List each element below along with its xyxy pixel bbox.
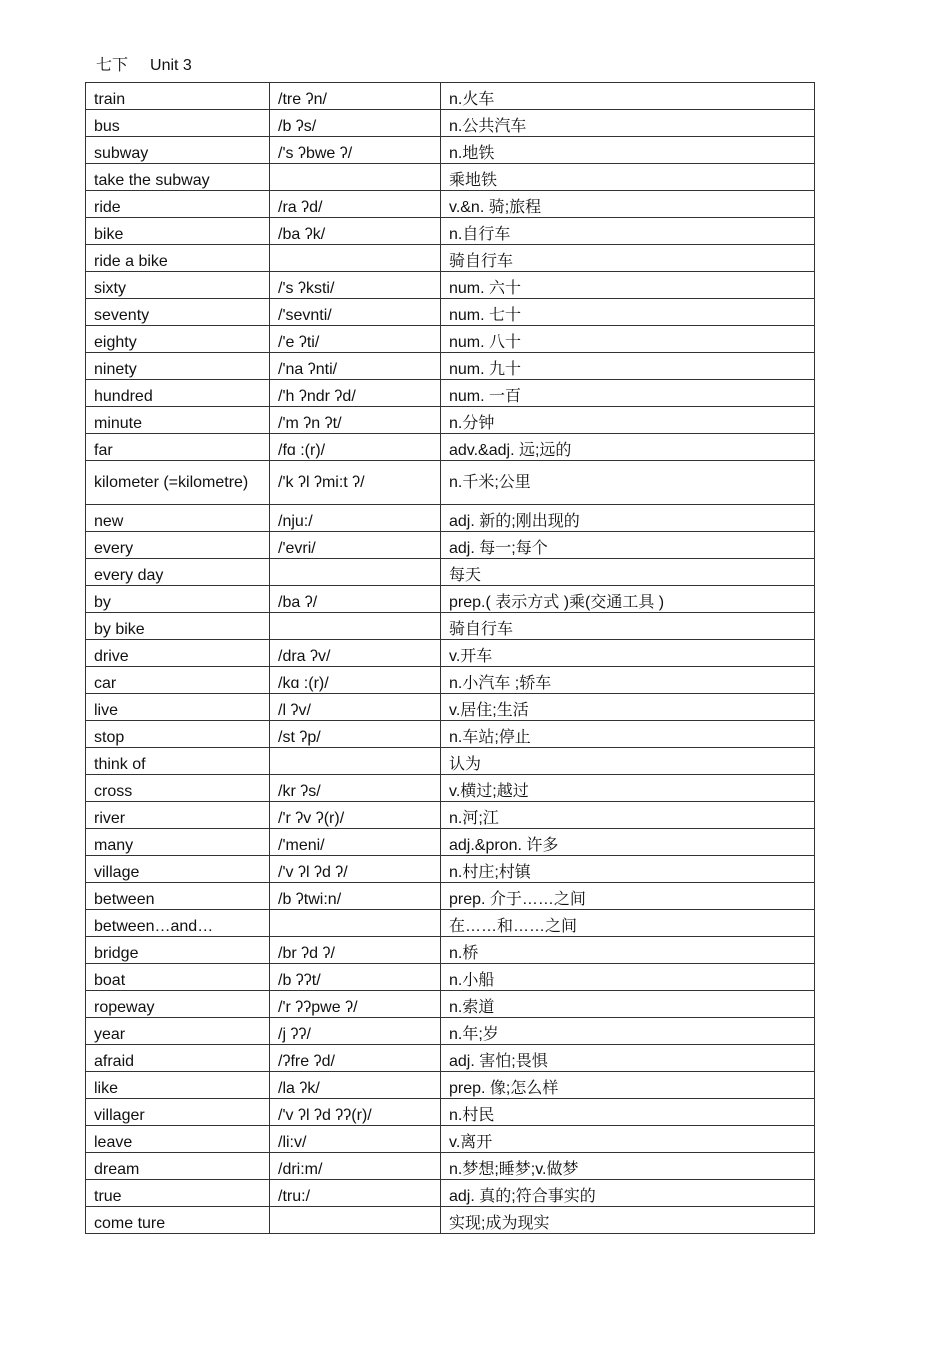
phonetic-cell: /'v ʔl ʔd ʔʔ(r)/: [270, 1099, 441, 1126]
vocab-row: [86, 218, 815, 245]
vocab-row: [86, 883, 815, 910]
word-cell: new: [86, 505, 270, 532]
word-cell: river: [86, 802, 270, 829]
word-cell: stop: [86, 721, 270, 748]
word-cell: come ture: [86, 1207, 270, 1234]
word-cell: every day: [86, 559, 270, 586]
phonetic-cell: /kɑ :(r)/: [270, 667, 441, 694]
vocab-row: [86, 1099, 815, 1126]
vocab-row: [86, 1153, 815, 1180]
meaning-cell: v.居住;生活: [441, 694, 815, 721]
phonetic-cell: /ba ʔ/: [270, 586, 441, 613]
vocab-row: [86, 829, 815, 856]
vocab-row: [86, 137, 815, 164]
word-cell: by bike: [86, 613, 270, 640]
phonetic-cell: /'v ʔl ʔd ʔ/: [270, 856, 441, 883]
phonetic-cell: /'s ʔbwe ʔ/: [270, 137, 441, 164]
word-cell: between…and…: [86, 910, 270, 937]
phonetic-cell: [270, 559, 441, 586]
phonetic-cell: /'na ʔnti/: [270, 353, 441, 380]
meaning-cell: n.火车: [441, 83, 815, 110]
meaning-cell: n.分钟: [441, 407, 815, 434]
phonetic-cell: /b ʔs/: [270, 110, 441, 137]
meaning-cell: 认为: [441, 748, 815, 775]
unit-label: Unit 3: [150, 57, 192, 74]
vocab-row: [86, 272, 815, 299]
meaning-cell: n.河;江: [441, 802, 815, 829]
vocab-row: [86, 559, 815, 586]
word-cell: car: [86, 667, 270, 694]
word-cell: by: [86, 586, 270, 613]
meaning-cell: 实现;成为现实: [441, 1207, 815, 1234]
vocabulary-table: [85, 82, 815, 1234]
word-cell: leave: [86, 1126, 270, 1153]
vocab-row: [86, 505, 815, 532]
word-cell: villager: [86, 1099, 270, 1126]
word-cell: train: [86, 83, 270, 110]
word-cell: drive: [86, 640, 270, 667]
phonetic-cell: [270, 613, 441, 640]
vocab-row: [86, 910, 815, 937]
meaning-cell: num. 九十: [441, 353, 815, 380]
grade-label: 七下: [96, 57, 129, 74]
vocab-row: [86, 1207, 815, 1234]
meaning-cell: n.梦想;睡梦;v.做梦: [441, 1153, 815, 1180]
vocab-row: [86, 83, 815, 110]
vocab-row: [86, 326, 815, 353]
meaning-cell: v.开车: [441, 640, 815, 667]
vocab-row: [86, 461, 815, 505]
word-cell: hundred: [86, 380, 270, 407]
word-cell: bike: [86, 218, 270, 245]
word-cell: year: [86, 1018, 270, 1045]
meaning-cell: n.年;岁: [441, 1018, 815, 1045]
vocab-row: [86, 353, 815, 380]
vocab-row: [86, 613, 815, 640]
word-cell: minute: [86, 407, 270, 434]
phonetic-cell: [270, 910, 441, 937]
word-cell: many: [86, 829, 270, 856]
vocab-row: [86, 407, 815, 434]
vocab-row: [86, 110, 815, 137]
meaning-cell: 每天: [441, 559, 815, 586]
meaning-cell: v.横过;越过: [441, 775, 815, 802]
vocab-row: [86, 937, 815, 964]
vocab-row: [86, 380, 815, 407]
word-cell: ropeway: [86, 991, 270, 1018]
meaning-cell: n.村民: [441, 1099, 815, 1126]
meaning-cell: n.村庄;村镇: [441, 856, 815, 883]
phonetic-cell: /'sevnti/: [270, 299, 441, 326]
word-cell: eighty: [86, 326, 270, 353]
meaning-cell: adj. 新的;刚出现的: [441, 505, 815, 532]
vocab-row: [86, 164, 815, 191]
word-cell: between: [86, 883, 270, 910]
meaning-cell: adv.&adj. 远;远的: [441, 434, 815, 461]
vocab-row: [86, 586, 815, 613]
phonetic-cell: /'k ʔl ʔmi:t ʔ/: [270, 461, 441, 505]
word-cell: cross: [86, 775, 270, 802]
meaning-cell: 乘地铁: [441, 164, 815, 191]
phonetic-cell: /st ʔp/: [270, 721, 441, 748]
vocab-row: [86, 721, 815, 748]
phonetic-cell: /ra ʔd/: [270, 191, 441, 218]
vocab-row: [86, 1180, 815, 1207]
meaning-cell: adj.&pron. 许多: [441, 829, 815, 856]
meaning-cell: v.离开: [441, 1126, 815, 1153]
word-cell: boat: [86, 964, 270, 991]
phonetic-cell: /b ʔʔt/: [270, 964, 441, 991]
phonetic-cell: /br ʔd ʔ/: [270, 937, 441, 964]
phonetic-cell: /dra ʔv/: [270, 640, 441, 667]
phonetic-cell: /'r ʔʔpwe ʔ/: [270, 991, 441, 1018]
vocab-row: [86, 694, 815, 721]
meaning-cell: n.索道: [441, 991, 815, 1018]
word-cell: afraid: [86, 1045, 270, 1072]
meaning-cell: n.地铁: [441, 137, 815, 164]
word-cell: ninety: [86, 353, 270, 380]
vocab-row: [86, 1018, 815, 1045]
meaning-cell: adj. 害怕;畏惧: [441, 1045, 815, 1072]
meaning-cell: num. 一百: [441, 380, 815, 407]
vocab-row: [86, 1072, 815, 1099]
meaning-cell: n.桥: [441, 937, 815, 964]
phonetic-cell: /ʔfre ʔd/: [270, 1045, 441, 1072]
phonetic-cell: /ba ʔk/: [270, 218, 441, 245]
phonetic-cell: /tru:/: [270, 1180, 441, 1207]
vocabulary-table-body: [86, 83, 815, 1234]
word-cell: like: [86, 1072, 270, 1099]
word-cell: dream: [86, 1153, 270, 1180]
phonetic-cell: /'evri/: [270, 532, 441, 559]
meaning-cell: n.小船: [441, 964, 815, 991]
vocab-row: [86, 245, 815, 272]
meaning-cell: adj. 真的;符合事实的: [441, 1180, 815, 1207]
meaning-cell: n.小汽车 ;轿车: [441, 667, 815, 694]
meaning-cell: n.公共汽车: [441, 110, 815, 137]
phonetic-cell: /j ʔʔ/: [270, 1018, 441, 1045]
vocab-row: [86, 434, 815, 461]
meaning-cell: 骑自行车: [441, 613, 815, 640]
vocab-row: [86, 1126, 815, 1153]
phonetic-cell: /'h ʔndr ʔd/: [270, 380, 441, 407]
word-cell: live: [86, 694, 270, 721]
word-cell: think of: [86, 748, 270, 775]
meaning-cell: num. 八十: [441, 326, 815, 353]
phonetic-cell: [270, 1207, 441, 1234]
phonetic-cell: [270, 164, 441, 191]
page-heading: [96, 56, 192, 76]
meaning-cell: n.车站;停止: [441, 721, 815, 748]
vocab-row: [86, 748, 815, 775]
word-cell: bridge: [86, 937, 270, 964]
phonetic-cell: /li:v/: [270, 1126, 441, 1153]
vocab-row: [86, 802, 815, 829]
meaning-cell: n.千米;公里: [441, 461, 815, 505]
phonetic-cell: /b ʔtwi:n/: [270, 883, 441, 910]
phonetic-cell: [270, 748, 441, 775]
word-cell: true: [86, 1180, 270, 1207]
phonetic-cell: /kr ʔs/: [270, 775, 441, 802]
phonetic-cell: /'r ʔv ʔ(r)/: [270, 802, 441, 829]
vocab-row: [86, 667, 815, 694]
phonetic-cell: /la ʔk/: [270, 1072, 441, 1099]
word-cell: kilometer (=kilometre): [86, 461, 270, 505]
phonetic-cell: /nju:/: [270, 505, 441, 532]
meaning-cell: num. 六十: [441, 272, 815, 299]
phonetic-cell: /'m ʔn ʔt/: [270, 407, 441, 434]
phonetic-cell: /fɑ :(r)/: [270, 434, 441, 461]
word-cell: ride a bike: [86, 245, 270, 272]
word-cell: seventy: [86, 299, 270, 326]
meaning-cell: prep.( 表示方式 )乘(交通工具 ): [441, 586, 815, 613]
word-cell: subway: [86, 137, 270, 164]
phonetic-cell: [270, 245, 441, 272]
phonetic-cell: /tre ʔn/: [270, 83, 441, 110]
vocab-row: [86, 964, 815, 991]
phonetic-cell: /'meni/: [270, 829, 441, 856]
meaning-cell: v.&n. 骑;旅程: [441, 191, 815, 218]
vocab-row: [86, 532, 815, 559]
meaning-cell: prep. 介于……之间: [441, 883, 815, 910]
meaning-cell: n.自行车: [441, 218, 815, 245]
word-cell: sixty: [86, 272, 270, 299]
vocab-row: [86, 775, 815, 802]
meaning-cell: prep. 像;怎么样: [441, 1072, 815, 1099]
vocab-row: [86, 991, 815, 1018]
meaning-cell: num. 七十: [441, 299, 815, 326]
word-cell: village: [86, 856, 270, 883]
word-cell: ride: [86, 191, 270, 218]
word-cell: far: [86, 434, 270, 461]
meaning-cell: 在……和……之间: [441, 910, 815, 937]
vocab-row: [86, 299, 815, 326]
word-cell: bus: [86, 110, 270, 137]
phonetic-cell: /l ʔv/: [270, 694, 441, 721]
vocab-row: [86, 1045, 815, 1072]
meaning-cell: 骑自行车: [441, 245, 815, 272]
phonetic-cell: /'e ʔti/: [270, 326, 441, 353]
word-cell: every: [86, 532, 270, 559]
phonetic-cell: /dri:m/: [270, 1153, 441, 1180]
vocab-row: [86, 191, 815, 218]
vocab-row: [86, 856, 815, 883]
meaning-cell: adj. 每一;每个: [441, 532, 815, 559]
word-cell: take the subway: [86, 164, 270, 191]
phonetic-cell: /'s ʔksti/: [270, 272, 441, 299]
vocab-row: [86, 640, 815, 667]
